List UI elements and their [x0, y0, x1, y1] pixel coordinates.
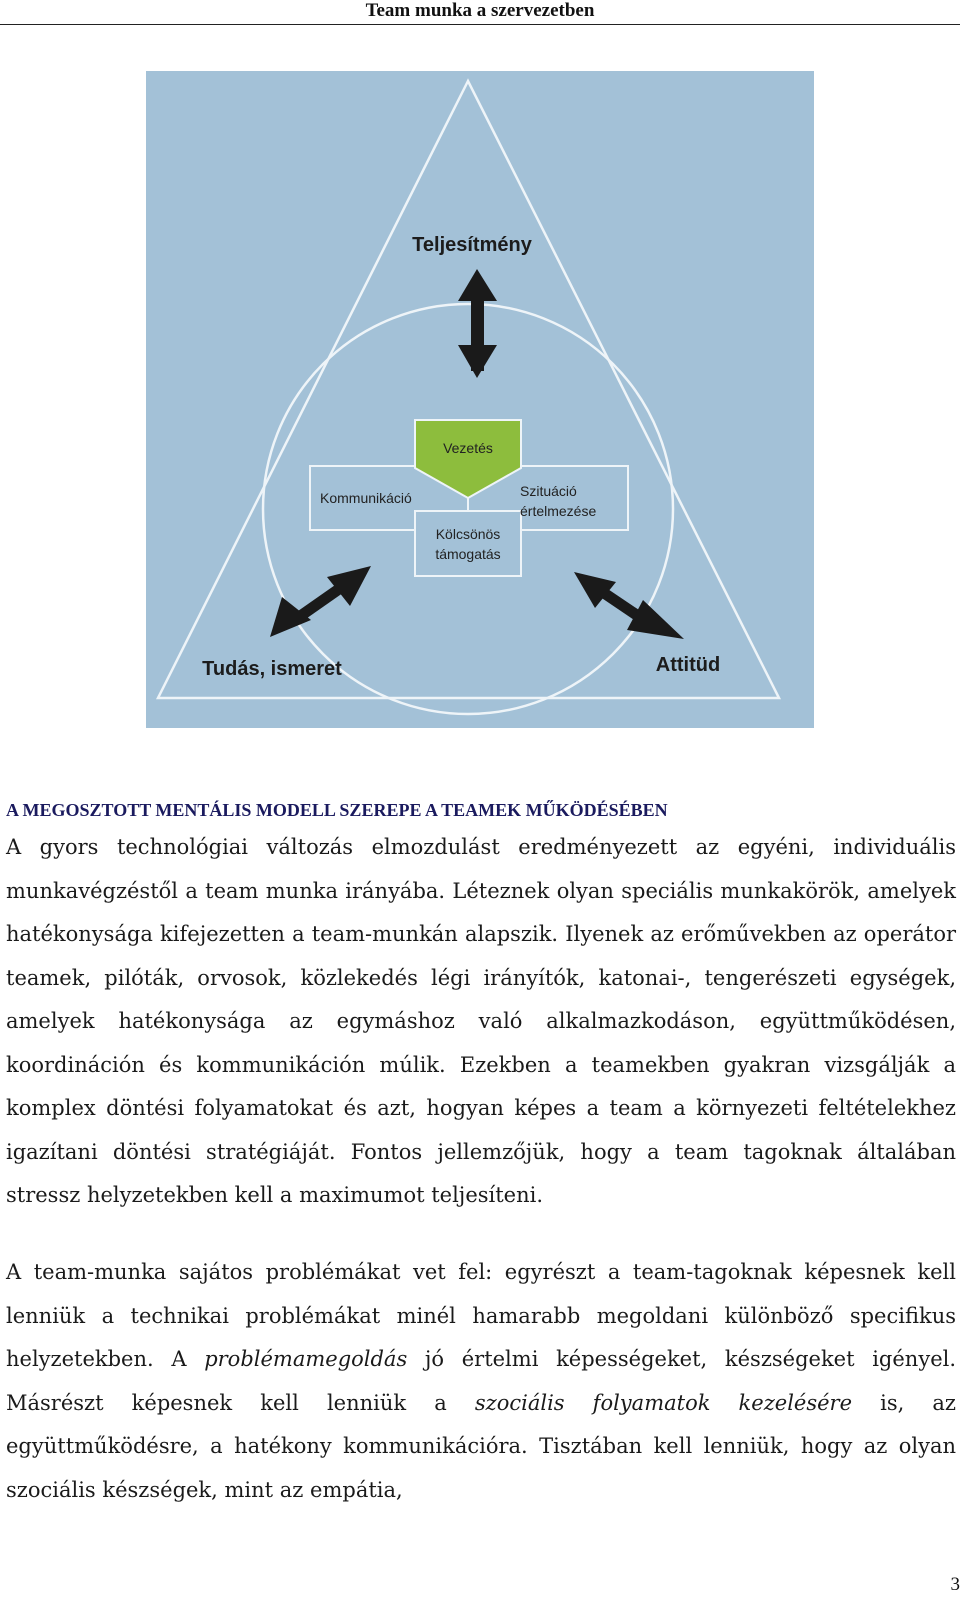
- paragraph-2-part-2: jó értelmi képességeket, készségeket igényel. Másrészt képesnek kell lenniük a: [6, 1347, 957, 1415]
- label-support-2: támogatás: [435, 546, 501, 562]
- section-heading: A MEGOSZTOTT MENTÁLIS MODELL SZEREPE A TEAMEK MŰKÖDÉSÉBEN: [6, 800, 668, 820]
- left-double-arrow: [270, 566, 371, 637]
- top-double-arrow: [458, 269, 497, 378]
- label-performance: Teljesítmény: [412, 234, 532, 256]
- diagram-triangle: [158, 81, 779, 698]
- label-support-1: Kölcsönös: [435, 526, 501, 542]
- page-number: 3: [950, 1574, 960, 1595]
- label-communication: Kommunikáció: [320, 490, 412, 506]
- label-leadership: Vezetés: [443, 440, 493, 456]
- diagram-svg: [146, 71, 814, 728]
- header-title: Team munka a szervezetben: [365, 0, 595, 21]
- paragraph-2-italic-2: szociális folyamatok kezelésére: [474, 1390, 853, 1415]
- paragraph-2-part-3: is, az együttműködésre, a hatékony kommunikációra. Tisztában kell lenniük, hogy az olyan szociális készségek, mint az empátia,: [6, 1390, 956, 1502]
- support-box: [415, 511, 521, 576]
- paragraph-1: A gyors technológiai változás elmozdulást eredményezett az egyéni, individuális munkavégzéstől a team munka irányába. Léteznek olyan speciális munkakörök, amelyek hatékonysága kifejezetten a team-munkán alapszik. Ilyenek az erőművekben az operátor teamek, pilóták, orvosok, közlekedés légi irányítók, katonai-, tengerészeti egységek, amelyek hatékonysága az egymáshoz való alkalmazkodáson, együttműködésen, koordináción és kommunikáción múlik. Ezekben a teamekben gyakran vizsgálják a komplex döntési folyamatokat és azt, hogyan képes a team a környezeti feltételekhez igazítani döntési stratégiáját. Fontos jellemzőjük, hogy a team tagoknak általában stressz helyzetekben kell a maximumot teljesíteni.: [6, 835, 956, 1207]
- paragraph-2-part-1: A team-munka sajátos problémákat vet fel: egyrészt a team-tagoknak képesnek kell lenniük a technikai problémákat minél hamarabb megoldani különböző specifikus helyzetekben. A: [6, 1260, 956, 1371]
- paragraph-2: [6, 1251, 956, 1512]
- label-attitude: Attitüd: [655, 654, 721, 676]
- paragraph-2-italic-1: problémamegoldás: [204, 1347, 408, 1371]
- team-model-diagram: [146, 71, 814, 728]
- label-situation-1: Szituáció: [520, 483, 577, 499]
- right-double-arrow: [574, 572, 684, 639]
- page-header: [0, 0, 960, 25]
- label-situation-2: értelmezése: [520, 503, 597, 519]
- label-knowledge: Tudás, ismeret: [202, 658, 342, 680]
